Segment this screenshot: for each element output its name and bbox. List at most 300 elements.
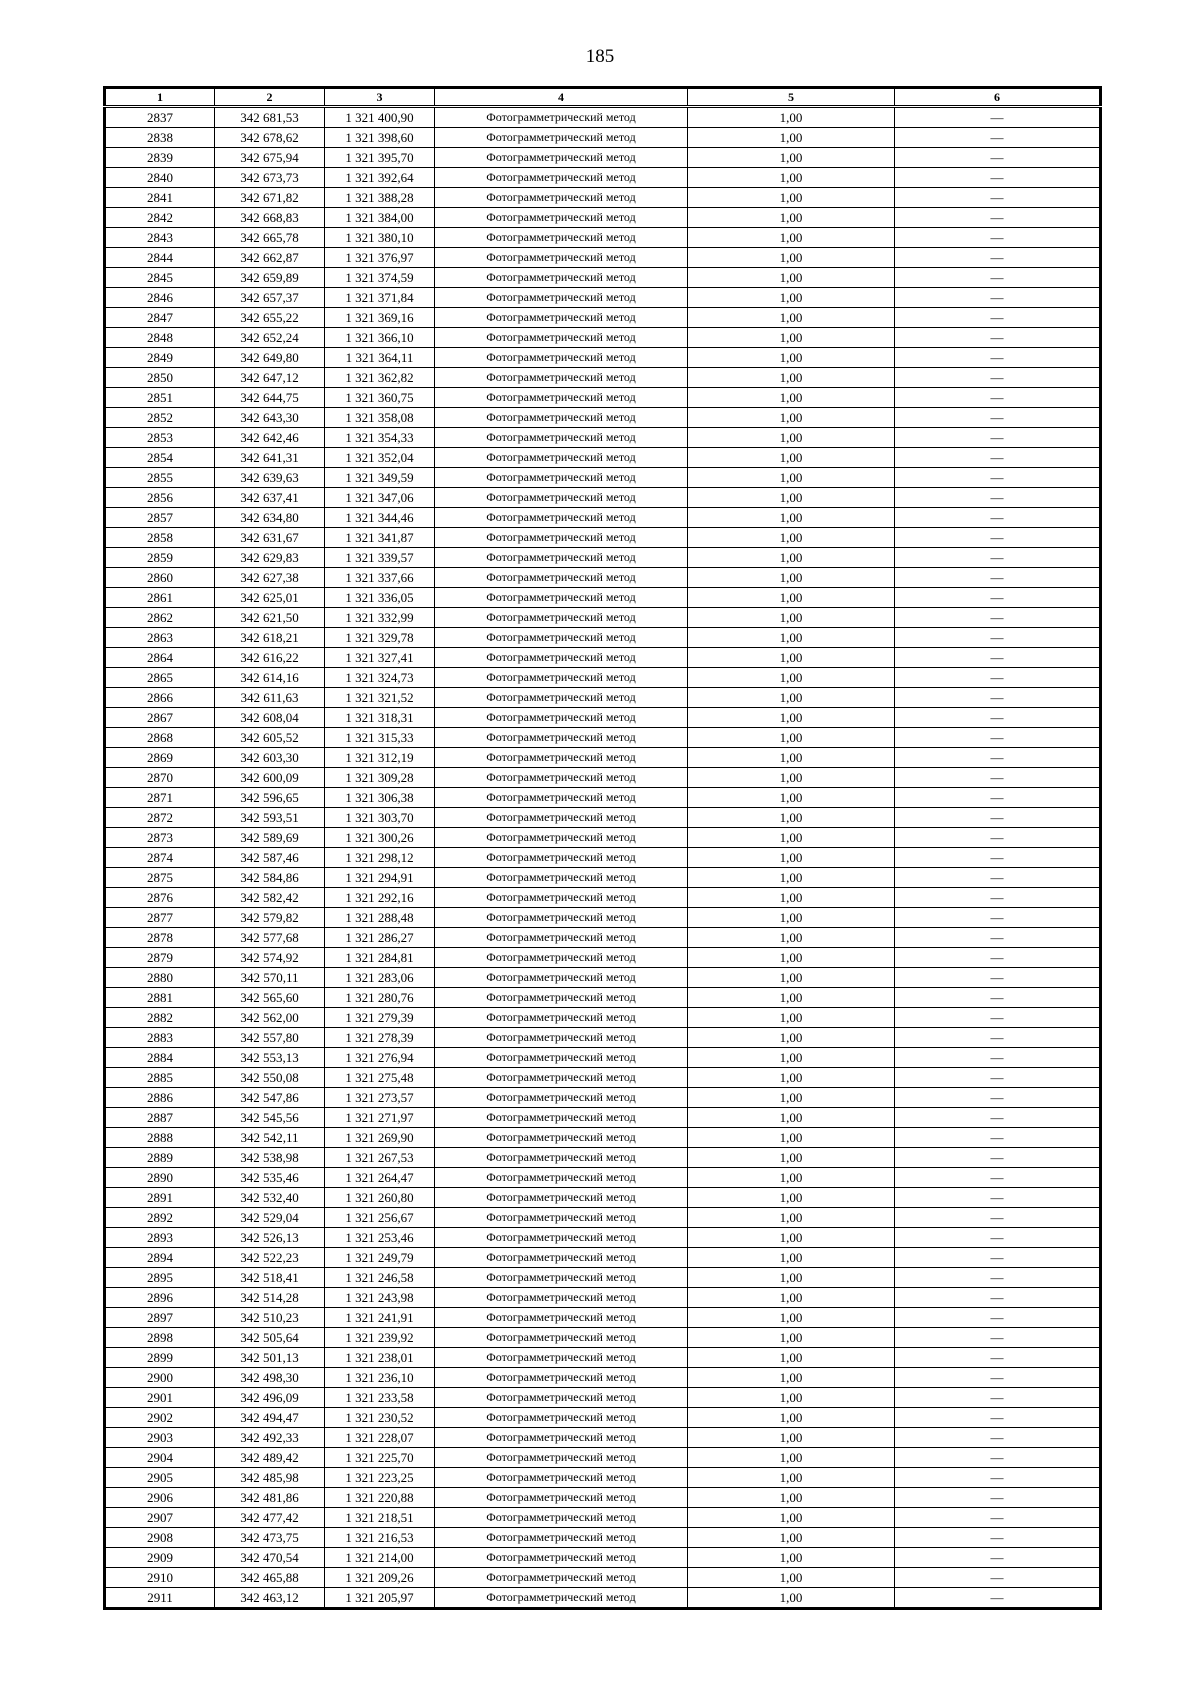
description-cell: — [895,1108,1101,1128]
y-coordinate-cell: 1 321 279,39 [325,1008,435,1028]
x-coordinate-cell: 342 489,42 [215,1448,325,1468]
method-cell: Фотограмметрический метод [435,107,688,128]
method-cell: Фотограмметрический метод [435,368,688,388]
point-number-cell: 2890 [105,1168,215,1188]
table-row [105,968,1101,988]
method-cell: Фотограмметрический метод [435,468,688,488]
y-coordinate-cell: 1 321 306,38 [325,788,435,808]
table-header [105,88,1101,107]
x-coordinate-cell: 342 485,98 [215,1468,325,1488]
point-number-cell: 2847 [105,308,215,328]
point-number-cell: 2894 [105,1248,215,1268]
accuracy-cell: 1,00 [688,1088,895,1108]
accuracy-cell: 1,00 [688,908,895,928]
accuracy-cell: 1,00 [688,428,895,448]
accuracy-cell: 1,00 [688,948,895,968]
method-cell: Фотограмметрический метод [435,728,688,748]
x-coordinate-cell: 342 538,98 [215,1148,325,1168]
accuracy-cell: 1,00 [688,1248,895,1268]
description-cell: — [895,588,1101,608]
y-coordinate-cell: 1 321 271,97 [325,1108,435,1128]
method-cell: Фотограмметрический метод [435,1508,688,1528]
description-cell: — [895,1048,1101,1068]
table-row [105,868,1101,888]
x-coordinate-cell: 342 535,46 [215,1168,325,1188]
point-number-cell: 2883 [105,1028,215,1048]
table-row [105,168,1101,188]
x-coordinate-cell: 342 542,11 [215,1128,325,1148]
accuracy-cell: 1,00 [688,848,895,868]
accuracy-cell: 1,00 [688,528,895,548]
x-coordinate-cell: 342 463,12 [215,1588,325,1609]
table-row [105,1088,1101,1108]
table-row [105,508,1101,528]
description-cell: — [895,1488,1101,1508]
description-cell: — [895,428,1101,448]
method-cell: Фотограмметрический метод [435,968,688,988]
method-cell: Фотограмметрический метод [435,388,688,408]
description-cell: — [895,1508,1101,1528]
x-coordinate-cell: 342 657,37 [215,288,325,308]
description-cell: — [895,1588,1101,1609]
y-coordinate-cell: 1 321 354,33 [325,428,435,448]
table-row [105,1388,1101,1408]
point-number-cell: 2901 [105,1388,215,1408]
table-row [105,608,1101,628]
accuracy-cell: 1,00 [688,308,895,328]
x-coordinate-cell: 342 608,04 [215,708,325,728]
x-coordinate-cell: 342 574,92 [215,948,325,968]
point-number-cell: 2911 [105,1588,215,1609]
table-row [105,428,1101,448]
description-cell: — [895,508,1101,528]
accuracy-cell: 1,00 [688,1108,895,1128]
description-cell: — [895,1568,1101,1588]
method-cell: Фотограмметрический метод [435,948,688,968]
accuracy-cell: 1,00 [688,468,895,488]
x-coordinate-cell: 342 532,40 [215,1188,325,1208]
point-number-cell: 2861 [105,588,215,608]
x-coordinate-cell: 342 644,75 [215,388,325,408]
table-row [105,1288,1101,1308]
x-coordinate-cell: 342 465,88 [215,1568,325,1588]
description-cell: — [895,768,1101,788]
accuracy-cell: 1,00 [688,1048,895,1068]
column-header-5: 5 [688,88,895,107]
y-coordinate-cell: 1 321 249,79 [325,1248,435,1268]
x-coordinate-cell: 342 662,87 [215,248,325,268]
accuracy-cell: 1,00 [688,288,895,308]
accuracy-cell: 1,00 [688,668,895,688]
coordinates-table-container [103,86,1099,1610]
accuracy-cell: 1,00 [688,1188,895,1208]
table-row [105,768,1101,788]
method-cell: Фотограмметрический метод [435,848,688,868]
y-coordinate-cell: 1 321 230,52 [325,1408,435,1428]
accuracy-cell: 1,00 [688,1168,895,1188]
x-coordinate-cell: 342 593,51 [215,808,325,828]
accuracy-cell: 1,00 [688,708,895,728]
accuracy-cell: 1,00 [688,1448,895,1468]
description-cell: — [895,468,1101,488]
x-coordinate-cell: 342 678,62 [215,128,325,148]
method-cell: Фотограмметрический метод [435,488,688,508]
point-number-cell: 2887 [105,1108,215,1128]
point-number-cell: 2879 [105,948,215,968]
description-cell: — [895,288,1101,308]
description-cell: — [895,1168,1101,1188]
x-coordinate-cell: 342 637,41 [215,488,325,508]
y-coordinate-cell: 1 321 220,88 [325,1488,435,1508]
point-number-cell: 2849 [105,348,215,368]
description-cell: — [895,908,1101,928]
method-cell: Фотограмметрический метод [435,248,688,268]
accuracy-cell: 1,00 [688,348,895,368]
description-cell: — [895,1208,1101,1228]
method-cell: Фотограмметрический метод [435,1188,688,1208]
table-row [105,1108,1101,1128]
point-number-cell: 2869 [105,748,215,768]
accuracy-cell: 1,00 [688,1368,895,1388]
point-number-cell: 2865 [105,668,215,688]
y-coordinate-cell: 1 321 329,78 [325,628,435,648]
method-cell: Фотограмметрический метод [435,808,688,828]
x-coordinate-cell: 342 614,16 [215,668,325,688]
point-number-cell: 2893 [105,1228,215,1248]
column-header-6: 6 [895,88,1101,107]
x-coordinate-cell: 342 589,69 [215,828,325,848]
coordinates-table [103,86,1102,1610]
table-row [105,1068,1101,1088]
method-cell: Фотограмметрический метод [435,788,688,808]
x-coordinate-cell: 342 596,65 [215,788,325,808]
method-cell: Фотограмметрический метод [435,1368,688,1388]
description-cell: — [895,1408,1101,1428]
description-cell: — [895,1528,1101,1548]
y-coordinate-cell: 1 321 324,73 [325,668,435,688]
method-cell: Фотограмметрический метод [435,1228,688,1248]
table-row [105,1428,1101,1448]
y-coordinate-cell: 1 321 216,53 [325,1528,435,1548]
method-cell: Фотограмметрический метод [435,1048,688,1068]
point-number-cell: 2872 [105,808,215,828]
y-coordinate-cell: 1 321 238,01 [325,1348,435,1368]
point-number-cell: 2897 [105,1308,215,1328]
point-number-cell: 2870 [105,768,215,788]
method-cell: Фотограмметрический метод [435,568,688,588]
accuracy-cell: 1,00 [688,168,895,188]
point-number-cell: 2848 [105,328,215,348]
x-coordinate-cell: 342 545,56 [215,1108,325,1128]
x-coordinate-cell: 342 671,82 [215,188,325,208]
table-row [105,1128,1101,1148]
description-cell: — [895,328,1101,348]
table-row [105,1588,1101,1609]
method-cell: Фотограмметрический метод [435,1268,688,1288]
table-row [105,648,1101,668]
description-cell: — [895,848,1101,868]
accuracy-cell: 1,00 [688,268,895,288]
description-cell: — [895,1028,1101,1048]
table-row [105,1348,1101,1368]
method-cell: Фотограмметрический метод [435,1488,688,1508]
y-coordinate-cell: 1 321 312,19 [325,748,435,768]
table-row [105,1408,1101,1428]
description-cell: — [895,928,1101,948]
point-number-cell: 2873 [105,828,215,848]
method-cell: Фотограмметрический метод [435,868,688,888]
y-coordinate-cell: 1 321 286,27 [325,928,435,948]
table-row [105,1268,1101,1288]
y-coordinate-cell: 1 321 233,58 [325,1388,435,1408]
y-coordinate-cell: 1 321 239,92 [325,1328,435,1348]
method-cell: Фотограмметрический метод [435,828,688,848]
x-coordinate-cell: 342 526,13 [215,1228,325,1248]
table-row [105,408,1101,428]
accuracy-cell: 1,00 [688,1008,895,1028]
x-coordinate-cell: 342 631,67 [215,528,325,548]
y-coordinate-cell: 1 321 209,26 [325,1568,435,1588]
point-number-cell: 2852 [105,408,215,428]
y-coordinate-cell: 1 321 362,82 [325,368,435,388]
y-coordinate-cell: 1 321 303,70 [325,808,435,828]
y-coordinate-cell: 1 321 253,46 [325,1228,435,1248]
accuracy-cell: 1,00 [688,628,895,648]
y-coordinate-cell: 1 321 369,16 [325,308,435,328]
table-row [105,228,1101,248]
y-coordinate-cell: 1 321 214,00 [325,1548,435,1568]
y-coordinate-cell: 1 321 339,57 [325,548,435,568]
accuracy-cell: 1,00 [688,1288,895,1308]
method-cell: Фотограмметрический метод [435,1108,688,1128]
table-row [105,1328,1101,1348]
point-number-cell: 2856 [105,488,215,508]
table-row [105,1308,1101,1328]
accuracy-cell: 1,00 [688,768,895,788]
method-cell: Фотограмметрический метод [435,668,688,688]
y-coordinate-cell: 1 321 360,75 [325,388,435,408]
x-coordinate-cell: 342 470,54 [215,1548,325,1568]
method-cell: Фотограмметрический метод [435,748,688,768]
method-cell: Фотограмметрический метод [435,1588,688,1609]
table-row [105,1548,1101,1568]
table-row [105,388,1101,408]
x-coordinate-cell: 342 529,04 [215,1208,325,1228]
description-cell: — [895,548,1101,568]
description-cell: — [895,748,1101,768]
method-cell: Фотограмметрический метод [435,1148,688,1168]
x-coordinate-cell: 342 553,13 [215,1048,325,1068]
method-cell: Фотограмметрический метод [435,1068,688,1088]
accuracy-cell: 1,00 [688,1408,895,1428]
point-number-cell: 2884 [105,1048,215,1068]
y-coordinate-cell: 1 321 288,48 [325,908,435,928]
y-coordinate-cell: 1 321 349,59 [325,468,435,488]
table-row [105,548,1101,568]
column-header-4: 4 [435,88,688,107]
description-cell: — [895,528,1101,548]
table-row [105,748,1101,768]
y-coordinate-cell: 1 321 294,91 [325,868,435,888]
accuracy-cell: 1,00 [688,1488,895,1508]
y-coordinate-cell: 1 321 269,90 [325,1128,435,1148]
y-coordinate-cell: 1 321 228,07 [325,1428,435,1448]
table-row [105,908,1101,928]
accuracy-cell: 1,00 [688,107,895,128]
x-coordinate-cell: 342 557,80 [215,1028,325,1048]
method-cell: Фотограмметрический метод [435,628,688,648]
x-coordinate-cell: 342 477,42 [215,1508,325,1528]
method-cell: Фотограмметрический метод [435,348,688,368]
description-cell: — [895,668,1101,688]
y-coordinate-cell: 1 321 315,33 [325,728,435,748]
point-number-cell: 2875 [105,868,215,888]
x-coordinate-cell: 342 481,86 [215,1488,325,1508]
point-number-cell: 2881 [105,988,215,1008]
point-number-cell: 2907 [105,1508,215,1528]
method-cell: Фотограмметрический метод [435,1028,688,1048]
method-cell: Фотограмметрический метод [435,588,688,608]
column-header-1: 1 [105,88,215,107]
x-coordinate-cell: 342 584,86 [215,868,325,888]
y-coordinate-cell: 1 321 278,39 [325,1028,435,1048]
description-cell: — [895,1068,1101,1088]
point-number-cell: 2867 [105,708,215,728]
point-number-cell: 2891 [105,1188,215,1208]
y-coordinate-cell: 1 321 318,31 [325,708,435,728]
y-coordinate-cell: 1 321 275,48 [325,1068,435,1088]
table-row [105,1248,1101,1268]
table-row [105,828,1101,848]
y-coordinate-cell: 1 321 376,97 [325,248,435,268]
accuracy-cell: 1,00 [688,568,895,588]
x-coordinate-cell: 342 639,63 [215,468,325,488]
point-number-cell: 2880 [105,968,215,988]
point-number-cell: 2886 [105,1088,215,1108]
accuracy-cell: 1,00 [688,1568,895,1588]
x-coordinate-cell: 342 668,83 [215,208,325,228]
y-coordinate-cell: 1 321 256,67 [325,1208,435,1228]
point-number-cell: 2905 [105,1468,215,1488]
description-cell: — [895,107,1101,128]
point-number-cell: 2840 [105,168,215,188]
y-coordinate-cell: 1 321 260,80 [325,1188,435,1208]
description-cell: — [895,1268,1101,1288]
table-row [105,1048,1101,1068]
y-coordinate-cell: 1 321 246,58 [325,1268,435,1288]
accuracy-cell: 1,00 [688,588,895,608]
point-number-cell: 2902 [105,1408,215,1428]
x-coordinate-cell: 342 625,01 [215,588,325,608]
point-number-cell: 2839 [105,148,215,168]
x-coordinate-cell: 342 505,64 [215,1328,325,1348]
method-cell: Фотограмметрический метод [435,1088,688,1108]
method-cell: Фотограмметрический метод [435,1428,688,1448]
x-coordinate-cell: 342 642,46 [215,428,325,448]
description-cell: — [895,148,1101,168]
method-cell: Фотограмметрический метод [435,148,688,168]
method-cell: Фотограмметрический метод [435,768,688,788]
table-row [105,1168,1101,1188]
x-coordinate-cell: 342 652,24 [215,328,325,348]
y-coordinate-cell: 1 321 243,98 [325,1288,435,1308]
point-number-cell: 2842 [105,208,215,228]
accuracy-cell: 1,00 [688,1348,895,1368]
description-cell: — [895,1188,1101,1208]
table-row [105,1188,1101,1208]
accuracy-cell: 1,00 [688,968,895,988]
accuracy-cell: 1,00 [688,1428,895,1448]
point-number-cell: 2910 [105,1568,215,1588]
y-coordinate-cell: 1 321 218,51 [325,1508,435,1528]
accuracy-cell: 1,00 [688,1388,895,1408]
description-cell: — [895,1468,1101,1488]
y-coordinate-cell: 1 321 380,10 [325,228,435,248]
table-row [105,808,1101,828]
x-coordinate-cell: 342 522,23 [215,1248,325,1268]
x-coordinate-cell: 342 603,30 [215,748,325,768]
table-row [105,1528,1101,1548]
y-coordinate-cell: 1 321 398,60 [325,128,435,148]
point-number-cell: 2874 [105,848,215,868]
point-number-cell: 2853 [105,428,215,448]
y-coordinate-cell: 1 321 264,47 [325,1168,435,1188]
y-coordinate-cell: 1 321 366,10 [325,328,435,348]
description-cell: — [895,628,1101,648]
point-number-cell: 2843 [105,228,215,248]
x-coordinate-cell: 342 510,23 [215,1308,325,1328]
method-cell: Фотограмметрический метод [435,708,688,728]
point-number-cell: 2889 [105,1148,215,1168]
description-cell: — [895,648,1101,668]
point-number-cell: 2859 [105,548,215,568]
method-cell: Фотограмметрический метод [435,1248,688,1268]
accuracy-cell: 1,00 [688,388,895,408]
method-cell: Фотограмметрический метод [435,688,688,708]
accuracy-cell: 1,00 [688,248,895,268]
method-cell: Фотограмметрический метод [435,1328,688,1348]
y-coordinate-cell: 1 321 344,46 [325,508,435,528]
table-row [105,1508,1101,1528]
method-cell: Фотограмметрический метод [435,1308,688,1328]
method-cell: Фотограмметрический метод [435,608,688,628]
x-coordinate-cell: 342 611,63 [215,688,325,708]
y-coordinate-cell: 1 321 241,91 [325,1308,435,1328]
method-cell: Фотограмметрический метод [435,1408,688,1428]
x-coordinate-cell: 342 547,86 [215,1088,325,1108]
method-cell: Фотограмметрический метод [435,1288,688,1308]
method-cell: Фотограмметрический метод [435,1168,688,1188]
table-row [105,568,1101,588]
table-row [105,188,1101,208]
table-row [105,788,1101,808]
y-coordinate-cell: 1 321 236,10 [325,1368,435,1388]
point-number-cell: 2857 [105,508,215,528]
accuracy-cell: 1,00 [688,1468,895,1488]
description-cell: — [895,708,1101,728]
point-number-cell: 2900 [105,1368,215,1388]
description-cell: — [895,1548,1101,1568]
description-cell: — [895,488,1101,508]
y-coordinate-cell: 1 321 352,04 [325,448,435,468]
table-row [105,988,1101,1008]
page-number: 185 [585,46,615,67]
accuracy-cell: 1,00 [688,988,895,1008]
point-number-cell: 2846 [105,288,215,308]
accuracy-cell: 1,00 [688,148,895,168]
accuracy-cell: 1,00 [688,1268,895,1288]
point-number-cell: 2855 [105,468,215,488]
